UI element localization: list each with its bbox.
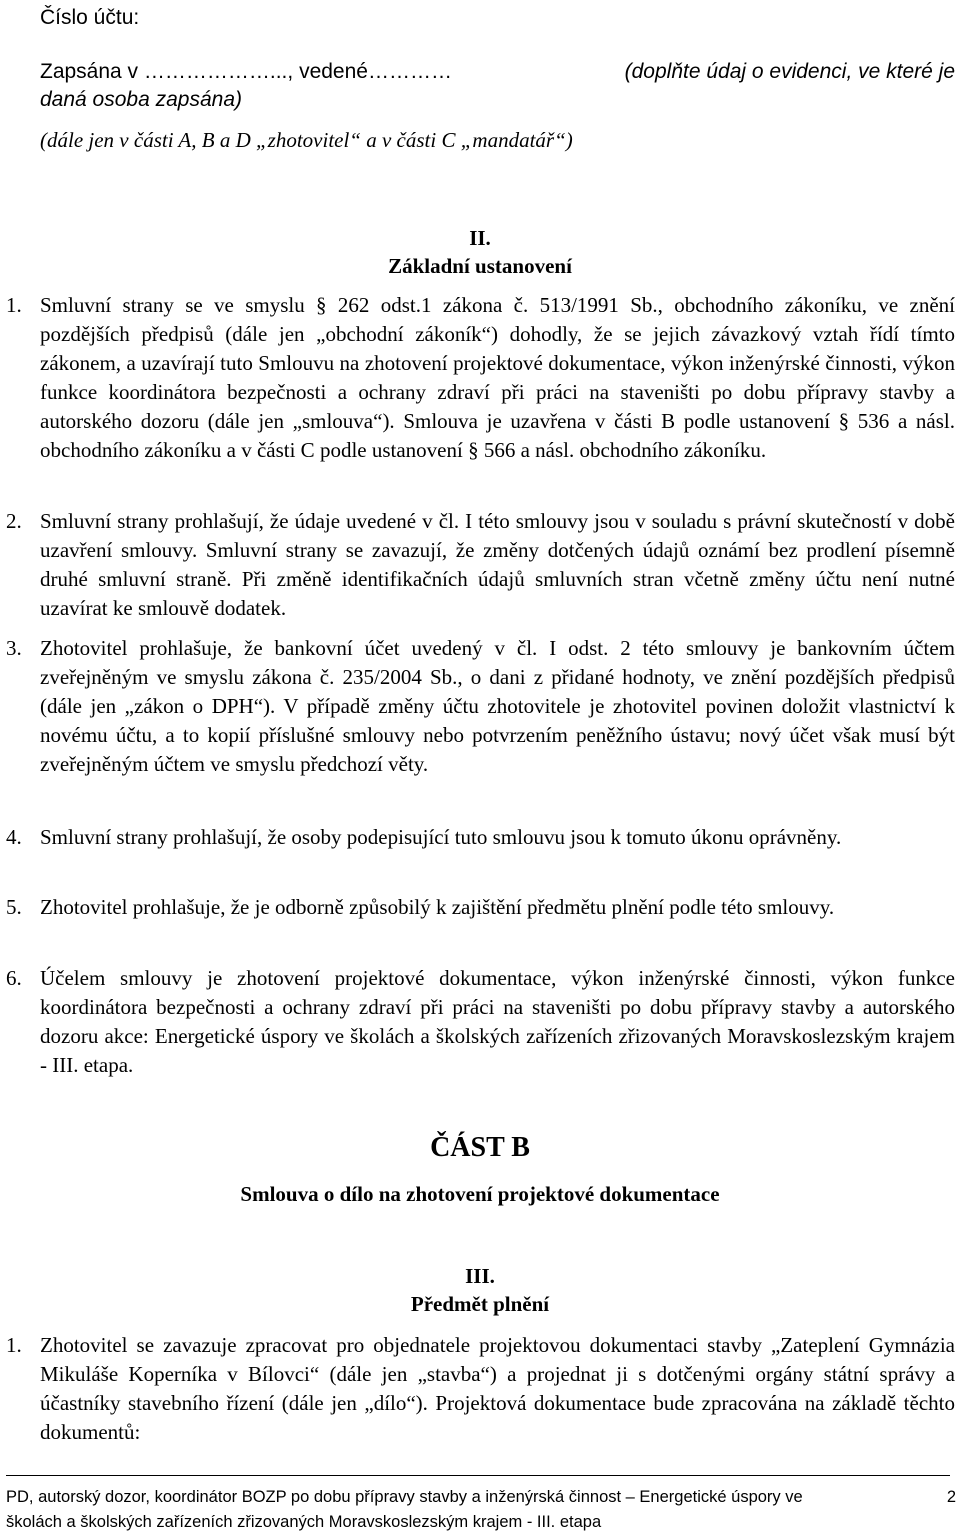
item-number: 6. — [6, 966, 22, 990]
paragraph: Zhotovitel prohlašuje, že je odborně způsobilý k zajištění předmětu plnění podle této smlouvy. — [40, 895, 835, 919]
registration-note-continued: daná osoba zapsána) — [40, 88, 242, 111]
footer-rule — [6, 1475, 950, 1476]
party-definition: (dále jen v části A, B a D „zhotovitel“ a v části C „mandatář“) — [40, 128, 573, 152]
section-numeral: II. — [469, 226, 491, 250]
footer-line-1 — [6, 1486, 956, 1509]
item-number: 2. — [6, 509, 22, 533]
paragraph: Smluvní strany prohlašují, že údaje uvedené v čl. I této smlouvy jsou v souladu s právní skutečností v době uzavření smlouvy. Smluvní strany se zavazují, že změny dotčených údajů oznámí bez prodlení písemně druhé smluvní straně. Při změně identifikačních údajů smluvních stran včetně změny účtu není nutné uzavírat ke smlouvě dodatek. — [40, 509, 955, 620]
registration-note: (doplňte údaj o evidenci, ve které je — [624, 60, 955, 83]
section-title: Základní ustanovení — [388, 254, 572, 278]
footer-line-2: školách a školských zařízeních zřizovaných Moravskoslezským krajem - III. etapa — [6, 1513, 602, 1531]
paragraph: Zhotovitel prohlašuje, že bankovní účet uvedený v čl. I odst. 2 této smlouvy je bankovním účtem zveřejněným ve smyslu zákona č. 235/2004 Sb., o dani z přidané hodnoty, ve znění pozdějších předpisů (dále jen „zákon o DPH“). V případě změny účtu zhotovitele je zhotovitel povinen doložit vlastnictví k novému účtu, a to kopií příslušné smlouvy nebo potvrzením peněžního ústavu; nový účet však musí být zveřejněným účtem ve smyslu předchozí věty. — [40, 636, 955, 776]
section-numeral: III. — [465, 1264, 495, 1288]
registration-text: Zapsána v ………………..., vedené………… — [40, 60, 452, 83]
item-number: 1. — [6, 293, 22, 317]
part-heading: ČÁST B — [430, 1132, 530, 1163]
section-title: Předmět plnění — [410, 1292, 550, 1316]
part-subheading: Smlouva o dílo na zhotovení projektové dokumentace — [240, 1182, 720, 1206]
registration-line — [40, 60, 955, 84]
paragraph: Smluvní strany prohlašují, že osoby podepisující tuto smlouvu jsou k tomuto úkonu oprávněny. — [40, 825, 842, 849]
footer-text: PD, autorský dozor, koordinátor BOZP po dobu přípravy stavby a inženýrská činnost – Energetické úspory ve — [6, 1488, 803, 1506]
paragraph: Zhotovitel se zavazuje zpracovat pro objednatele projektovou dokumentaci stavby „Zateplení Gymnázia Mikuláše Koperníka v Bílovci“ (dále jen „stavba“) a projednat ji s dotčenými orgány státní správy a účastníky stavebního řízení (dále jen „dílo“). Projektová dokumentace bude zpracována na základě těchto dokumentů: — [40, 1333, 955, 1444]
item-number: 5. — [6, 895, 22, 919]
account-number-label: Číslo účtu: — [40, 6, 140, 29]
page-number: 2 — [946, 1488, 956, 1506]
paragraph: Účelem smlouvy je zhotovení projektové dokumentace, výkon inženýrské činnosti, výkon funkce koordinátora bezpečnosti a ochrany zdraví při práci na staveništi po dobu přípravy stavby a autorského dozoru akce: Energetické úspory ve školách a školských zařízeních zřizovaných Moravskoslezským krajem - III. etapa. — [40, 966, 955, 1077]
paragraph: Smluvní strany se ve smyslu § 262 odst.1 zákona č. 513/1991 Sb., obchodního zákoníku, ve znění pozdějších předpisů (dále jen „obchodní zákoník“) dohodly, že se jejich závazkový vztah řídí tímto zákonem, a uzavírají tuto Smlouvu na zhotovení projektové dokumentace, výkon inženýrské činnosti, výkon funkce koordinátora bezpečnosti a ochrany zdraví při práci na staveništi po dobu přípravy stavby a autorského dozoru (dále jen „smlouva“). Smlouva je uzavřena v části B podle ustanovení § 536 a násl. obchodního zákoníku a v části C podle ustanovení § 566 a násl. obchodního zákoníku. — [40, 293, 955, 462]
item-number: 3. — [6, 636, 22, 660]
item-number: 1. — [6, 1333, 22, 1357]
item-number: 4. — [6, 825, 22, 849]
